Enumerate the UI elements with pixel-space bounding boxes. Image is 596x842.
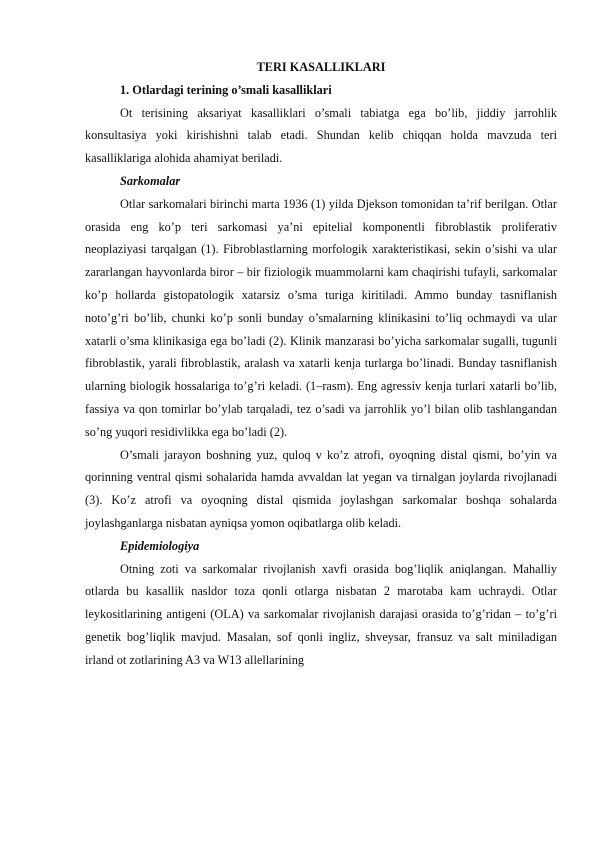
section-heading: 1. Otlardagi terining o’smali kasalliklari xyxy=(120,82,332,97)
intro-paragraph: Ot terisining aksariyat kasalliklari o’smali tabiatga ega bo’lib, jiddiy jarrohlik konsultasiya yoki kirishishni talab etadi. Shundan kelib chiqqan holda mavzuda teri kasalliklariga alohida ahamiyat beriladi. xyxy=(85,105,557,166)
document-title: TERI KASALLIKLARI xyxy=(256,60,386,74)
paragraph-sarkomalar-1: Otlar sarkomalari birinchi marta 1936 (1) yilda Djekson tomonidan ta’rif berilgan. Otlar orasida eng ko’p teri sarkomasi ya’ni epitelial komponentli fibroblastik proliferativ neoplaziyasi tarqalgan (1). Fibroblastlarning morfologik xarakteristikasi, sekin o’sishi va ular zararlangan hayvonlarda biror – bir fiziologik muammolarni kam chaqirishi tufayli, sarkomalar ko’p hollarda gistopatologik xatarsiz o’sma turiga kiritiladi. Ammo bunday tasniflanish noto’g’ri bo’lib, chunki ko’p sonli bunday o’smalarning klinikasini to’liq ochmaydi va ular xatarli o’sma klinikasiga ega bo’ladi (2). Klinik manzarasi bo’yicha sarkomalar sugalli, tugunli fibroblastik, yarali fibroblastik, aralash va xatarli kenja turlarga bo’linadi. Bunday tasniflanish ularning biologik hossalariga to’g’ri keladi. (1–rasm). Eng agressiv kenja turlari xatarli bo’lib, fassiya va qon tomirlar bo’ylab tarqaladi, tez o’sadi va jarrohlik yo’l bilan olib tashlangandan so’ng yuqori residivlikka ega bo’ladi (2). xyxy=(85,196,557,439)
paragraph-sarkomalar-2: O’smali jarayon boshning yuz, quloq v ko’z atrofi, oyoqning distal qismi, bo’yin va qorinning ventral qismi sohalarida hamda avvaldan lat yegan va tirnalgan joylarda rivojlanadi (3). Ko’z atrofi va oyoqning distal qismida joylashgan sarkomalar boshqa sohalarda joylashganlarga nisbatan ayniqsa yomon oqibatlarga olib keladi. xyxy=(85,447,557,530)
subheading-sarkomalar: Sarkomalar xyxy=(120,173,181,188)
document-page xyxy=(85,56,557,672)
paragraph-epidemiologiya: Otning zoti va sarkomalar rivojlanish xavfi orasida bog’liqlik aniqlangan. Mahalliy otlarda bu kasallik nasldor toza qonli otlarga nisbatan 2 marotaba kam uchraydi. Otlar leykositlarining antigeni (OLA) va sarkomalar rivojlanish darajasi orasida to’g’ridan – to’g’ri genetik bog’liqlik mavjud. Masalan, sof qonli ingliz, shveysar, fransuz va salt miniladigan irland ot zotlarining A3 va W13 allellarining xyxy=(85,561,557,667)
subheading-epidemiologiya: Epidemiologiya xyxy=(120,538,200,553)
